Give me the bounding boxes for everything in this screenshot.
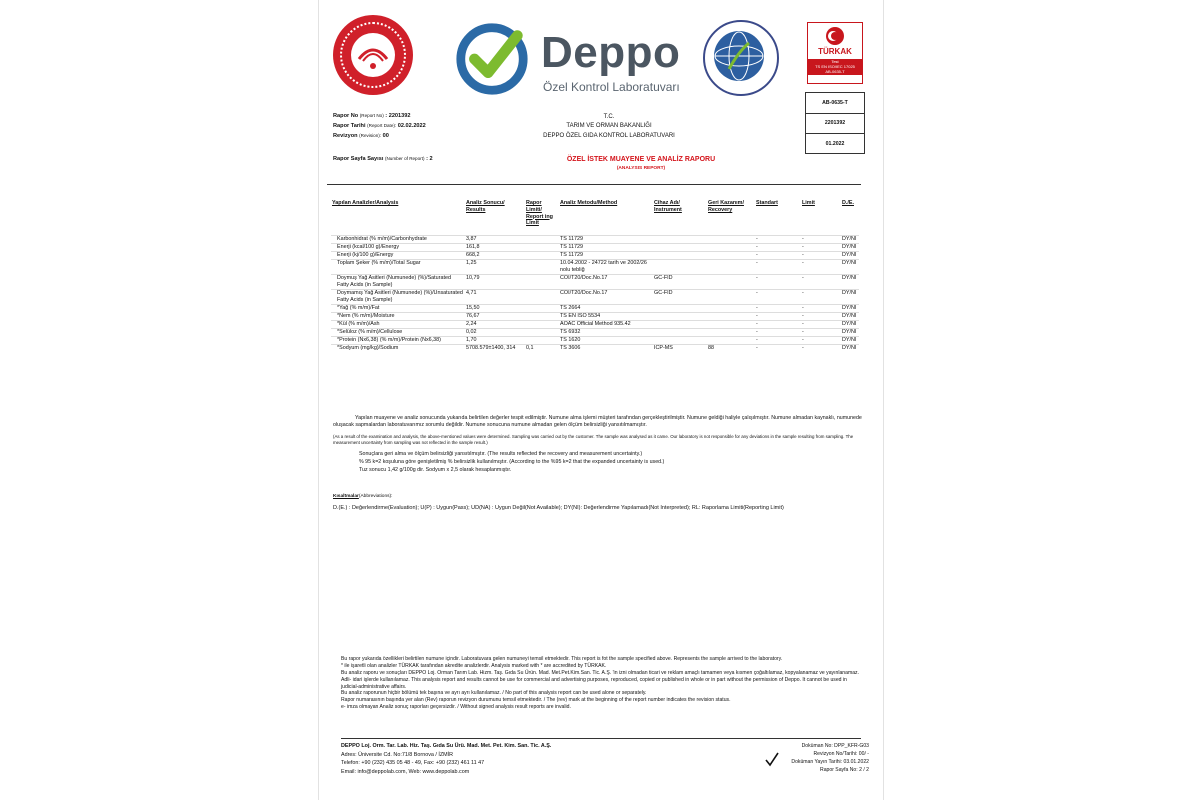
table-cell: - (755, 236, 801, 244)
table-row (331, 260, 859, 275)
deppo-subtitle: Özel Kontrol Laboratuvarı (543, 80, 680, 94)
table-cell (525, 260, 559, 275)
col-method: Analiz Metodu/Method (560, 200, 618, 206)
table-cell (707, 236, 755, 244)
table-cell (525, 290, 559, 305)
table-cell: Enerji (kj/100 g)/Energy (331, 252, 465, 260)
table-cell: Enerji (kcal/100 g)/Energy (331, 244, 465, 252)
table-cell (707, 260, 755, 275)
table-cell (525, 275, 559, 290)
table-cell: TS 11729 (559, 244, 653, 252)
table-row (331, 345, 859, 353)
table-cell (653, 329, 707, 337)
table-cell: - (755, 313, 801, 321)
abbreviations-title: Kısaltmalar(Abbreviations): (333, 494, 393, 499)
table-cell (525, 329, 559, 337)
table-row (331, 244, 859, 252)
table-cell (707, 275, 755, 290)
table-row (331, 236, 859, 244)
col-evaluation: D./E. (842, 200, 854, 206)
table-cell: - (755, 252, 801, 260)
table-cell (525, 236, 559, 244)
report-no-line: Rapor No (Report No) : 2201392 (333, 113, 411, 119)
table-cell: GC-FID (653, 290, 707, 305)
table-cell: 1,70 (465, 337, 525, 345)
table-cell (653, 313, 707, 321)
table-cell: - (801, 337, 841, 345)
table-cell: 4,71 (465, 290, 525, 305)
table-cell: Doymuş Yağ Asitleri (Numunede) (%)/Saturated Fatty Acids (in Sample) (331, 275, 465, 290)
company-info: DEPPO Loj. Orm. Tar. Lab. Hiz. Taş. Gıda Su Ürü. Mad. Met. Pet. Kim. San. Tic. A.Ş. Adres: Üniversite Cd. No:71/8 Bornova / İZMİR Telefon: +90 (232) 435 05 48 - 49, Fax: +90 (232) 461 11 47 Email: info@deppolab.com, Web: www.deppolab.com (341, 743, 552, 775)
table-cell (525, 321, 559, 329)
esign-check-icon (765, 750, 779, 770)
table-cell: DY/NI (841, 290, 859, 305)
table-cell: *Sodyum (mg/kg)/Sodium (331, 345, 465, 353)
col-report-limit: Rapor Limiti/ Report ing Limit (526, 200, 553, 227)
authority-header: T.C. TARIM VE ORMAN BAKANLIĞI DEPPO ÖZEL GIDA KONTROL LABORATUVARI (543, 114, 675, 139)
table-cell: 2,24 (465, 321, 525, 329)
table-cell: - (755, 321, 801, 329)
results-statement-en: (As a result of the examination and analysis, the above-mentioned values were determined. Sampling was carried out by the customer. The sample was analysed as it came. Our laboratory is not responsible for any deviations in the sample resulting from sampling. The measurement uncertainty from sampling was not reflected in the sample result.) (333, 434, 854, 445)
table-cell: - (755, 337, 801, 345)
table-cell: AOAC Official Method 935.42 (559, 321, 653, 329)
table-cell: 76,67 (465, 313, 525, 321)
table-cell (525, 337, 559, 345)
uncertainty-note: % 95 k=2 koşuluna göre genişletilmiş % belirsizlik kullanılmıştır. (According to the %95 k=2 that the expanded uncertainty is used.) (359, 459, 665, 465)
col-limit: Limit (802, 200, 815, 206)
table-cell: 88 (707, 345, 755, 353)
col-recovery: Geri Kazanım/ Recovery (708, 200, 744, 213)
table-row (331, 275, 859, 290)
table-cell (525, 244, 559, 252)
table-cell: DY/NI (841, 345, 859, 353)
table-cell: TS 1620 (559, 337, 653, 345)
footer-note: Bu rapor yukarıda özellikleri belirtilen numune içindir. Laboratuvara gelen numuneyi temsil etmektedir. This report is fot the sample specified above. Represents the sample arrived to the laboratory. (341, 656, 783, 662)
table-cell: - (801, 321, 841, 329)
table-cell: TS EN ISO 5534 (559, 313, 653, 321)
footer-note: Rapor numarasının başında yer alan (Rev) raporun revizyon durumunu temsil etmektedir. / The (rev) mark at the beginning of the report number indicates the revision status. (341, 697, 731, 704)
table-cell: TS 3606 (559, 345, 653, 353)
turkak-accreditation-logo: TÜRKAK Test TS EN ISO/IEC 17025 AB-0635-T (807, 22, 863, 84)
page-count-line: Rapor Sayfa Sayısı (Number of Report) : 2 (333, 156, 433, 162)
table-cell (707, 252, 755, 260)
deppo-check-logo (453, 20, 531, 98)
table-cell: TS 11729 (559, 252, 653, 260)
recovery-note: Sonuçlara geri alma ve ölçüm belirsizliği yansıtılmıştır. (The results reflected the recovery and measurement uncertainty.) (359, 451, 643, 457)
accreditation-report-no: 2201392 (806, 114, 864, 135)
table-cell: DY/NI (841, 305, 859, 313)
footer-note: * ile işaretli olan analizler TÜRKAK tarafından akredite analizlerdir. Analysis marked with * are accredited by TÜRKAK. (341, 662, 607, 669)
table-cell: - (801, 236, 841, 244)
table-cell: - (755, 290, 801, 305)
table-cell: *Yağ (% m/m)/Fat (331, 305, 465, 313)
table-cell: 10,79 (465, 275, 525, 290)
accreditation-code: AB-0635-T (806, 93, 864, 114)
deppo-wordmark: Deppo (541, 28, 681, 77)
table-cell (707, 290, 755, 305)
table-cell: - (755, 244, 801, 252)
table-cell (653, 321, 707, 329)
table-cell: 5708.579±1400, 314 (465, 345, 525, 353)
table-row (331, 321, 859, 329)
table-cell (653, 337, 707, 345)
col-result: Analiz Sonucu/ Results (466, 200, 505, 213)
table-cell: 161,8 (465, 244, 525, 252)
table-row (331, 290, 859, 305)
table-cell: TS 11729 (559, 236, 653, 244)
table-cell: ICP-MS (653, 345, 707, 353)
table-cell: Doymamış Yağ Asitleri (Numunede) (%)/Unsaturated Fatty Acids (in Sample) (331, 290, 465, 305)
footer-divider (341, 738, 861, 739)
table-cell (525, 252, 559, 260)
table-row (331, 313, 859, 321)
table-cell: - (755, 345, 801, 353)
table-cell: 3,87 (465, 236, 525, 244)
abbreviations-text: D.(E.) : Değerlendirme(Evaluation); U(P) : Uygun(Pass); UD(NA) : Uygun Değil(Not Available); DY(NI): Değerlendirme Yapılamadı(Not Interpreted); RL: Raporlama Limiti(Reporting Limit) (333, 505, 784, 511)
table-cell: - (755, 260, 801, 275)
table-cell: 0,02 (465, 329, 525, 337)
table-cell: *Kül (% m/m)/Ash (331, 321, 465, 329)
revision-line: Revizyon (Revision): 00 (333, 133, 389, 139)
table-cell: DY/NI (841, 252, 859, 260)
table-cell: Karbonhidrat (% m/m)/Carbonhydrate (331, 236, 465, 244)
table-cell (707, 329, 755, 337)
table-cell: - (755, 275, 801, 290)
table-cell: 0,1 (525, 345, 559, 353)
salt-note: Tuz sonucu 1,42 g/100g dir. Sodyum x 2,5 olarak hesaplanmıştır. (359, 467, 512, 473)
table-cell: - (801, 244, 841, 252)
report-page (318, 0, 884, 800)
table-cell: - (801, 275, 841, 290)
table-cell (525, 313, 559, 321)
table-cell: - (801, 260, 841, 275)
table-cell: DY/NI (841, 244, 859, 252)
table-cell: COI/T20/Doc.No.17 (559, 275, 653, 290)
table-cell: - (801, 313, 841, 321)
table-cell: COI/T20/Doc.No.17 (559, 290, 653, 305)
table-cell (653, 236, 707, 244)
col-instrument: Cihaz Adı/ Instrument (654, 200, 682, 213)
results-table (331, 200, 859, 352)
table-cell: Toplam Şeker (% m/m)/Total Sugar (331, 260, 465, 275)
table-cell: DY/NI (841, 337, 859, 345)
table-cell: DY/NI (841, 329, 859, 337)
table-cell: - (801, 290, 841, 305)
table-cell (707, 337, 755, 345)
col-standard: Standart (756, 200, 778, 206)
table-cell (707, 313, 755, 321)
table-cell (707, 321, 755, 329)
table-cell: TS 6932 (559, 329, 653, 337)
table-cell: DY/NI (841, 275, 859, 290)
results-statement: Yapılan muayene ve analiz sonucunda yukarıda belirtilen değerler tespit edilmiştir. Numune alma işlemi müşteri tarafından gerçekleştirilmiştir. Numune geldiği haliyle çalışılmıştır. Numune almadan kaynaklı, numunede oluşacak sapmalardan laboratuvarımız sorumlu değildir. Numune sonucuna numune almadan gelen ölçüm belirsizliği yansıtılmamıştır. (333, 415, 862, 429)
table-cell: DY/NI (841, 321, 859, 329)
footer-notes (341, 656, 861, 711)
table-cell (653, 260, 707, 275)
accreditation-box (805, 92, 865, 154)
table-cell (653, 252, 707, 260)
report-date-line: Rapor Tarihi (Report Date): 02.02.2022 (333, 123, 426, 129)
table-cell: 1,25 (465, 260, 525, 275)
table-cell: 10.04.2002 - 24722 tarih ve 2002/26 nolu tebliğ (559, 260, 653, 275)
table-cell: - (801, 345, 841, 353)
header-divider (327, 184, 861, 185)
table-cell: - (801, 305, 841, 313)
footer-note: e- imza olmayan Analiz sonuç raporları geçersizdir. / Without signed analysis result reports are invalid. (341, 704, 571, 711)
footer-note: Bu analiz raporunun hiçbir bölümü tek başına ve ayrı ayrı kullanılamaz. / No part of this analysis report can be used alone or separately. (341, 690, 647, 697)
table-cell: - (755, 329, 801, 337)
international-globe-logo (703, 20, 779, 96)
table-header-row (331, 200, 859, 236)
table-cell: DY/NI (841, 313, 859, 321)
table-row (331, 305, 859, 313)
table-cell: *Selüloz (% m/m)/Cellulose (331, 329, 465, 337)
report-title: ÖZEL İSTEK MUAYENE VE ANALİZ RAPORU (566, 156, 716, 163)
table-cell: *Nem (% m/m)/Moisture (331, 313, 465, 321)
table-cell (653, 305, 707, 313)
table-cell (525, 305, 559, 313)
table-cell: 15,50 (465, 305, 525, 313)
table-row (331, 329, 859, 337)
table-cell (653, 244, 707, 252)
table-row (331, 252, 859, 260)
table-cell: *Protein (Nx6,38) (% m/m)/Protein (Nx6,38) (331, 337, 465, 345)
table-cell: - (755, 305, 801, 313)
footer-note: Bu analiz raporu ve sonuçları DEPPO Loj. Orman Tarım Lab. Hizm. Taş. Gıda Su Ürün. Mad. Met.Pet.Kim.San. Tic. A.Ş. 'in izni olmadan ticari ve reklam amaçlı tamamen veya kısmen çoğaltılamaz, kopyalanamaz ve yayınlanamaz. Adli- idari işlerde kullanılamaz. This analysis report and results cannot be use for commercial and advertising purposes, reproduced, copied or published in whole or in part without the permission of Deppo. It cannot be used in judicial-administrative affairs. (341, 669, 860, 690)
table-cell: TS 2664 (559, 305, 653, 313)
table-cell: GC-FID (653, 275, 707, 290)
table-cell (707, 244, 755, 252)
table-cell: DY/NI (841, 260, 859, 275)
col-analysis: Yapılan Analizler/Analysis (332, 200, 399, 206)
table-row (331, 337, 859, 345)
document-info: Doküman No: DPP_KFR-G03 Revizyon No/Tarihi: 00/ - Doküman Yayın Tarihi: 03.01.2022 Rapor Sayfa No: 2 / 2 (791, 743, 869, 774)
accreditation-date: 01.2022 (825, 140, 845, 147)
report-title-en: (ANALYSIS REPORT) (616, 166, 666, 171)
table-cell: DY/NI (841, 236, 859, 244)
ministry-seal-logo (333, 15, 413, 95)
table-cell: - (801, 329, 841, 337)
table-cell: - (801, 252, 841, 260)
table-cell (707, 305, 755, 313)
table-cell: 668,2 (465, 252, 525, 260)
